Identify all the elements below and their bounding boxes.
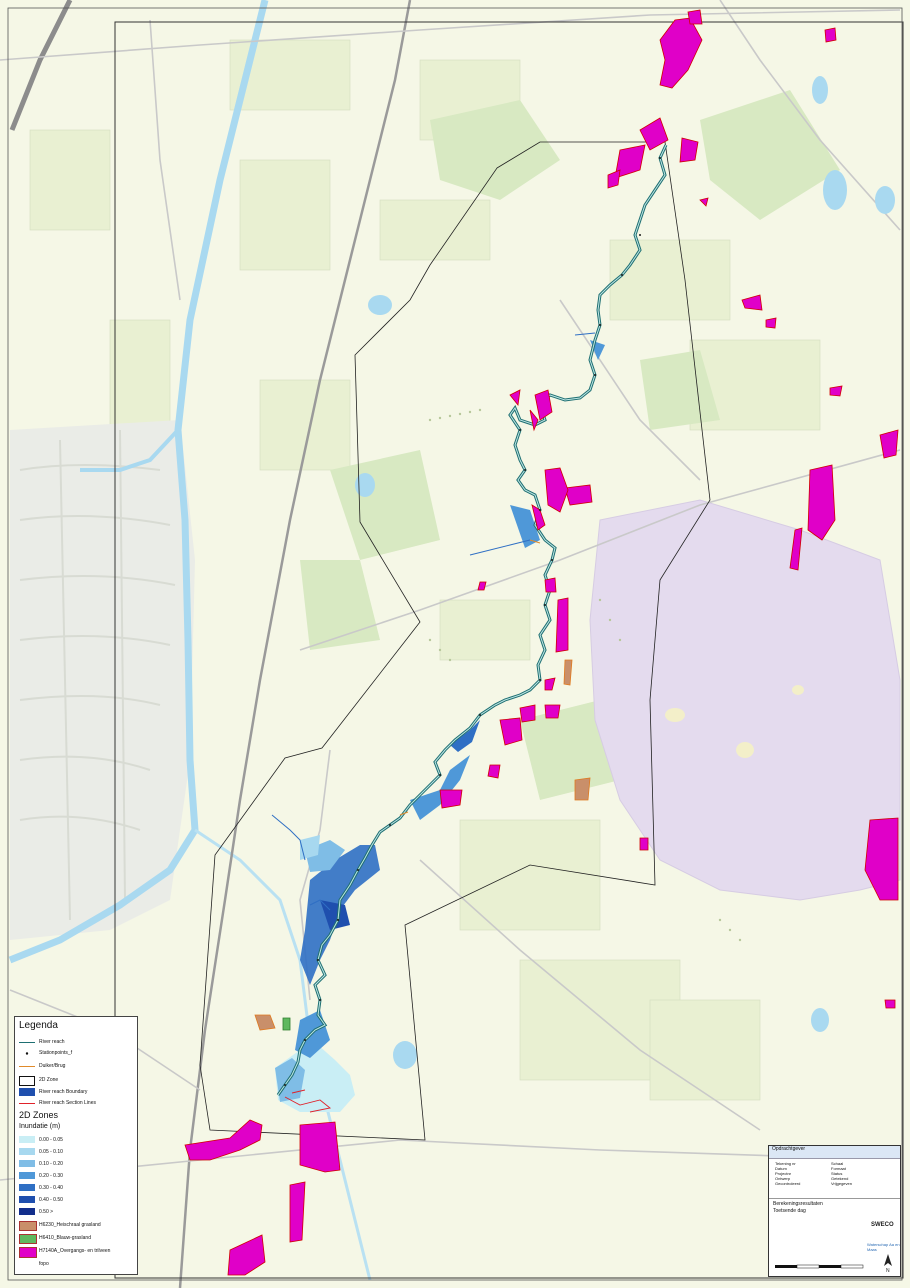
title-block-subtitle: Toetsende dag: [773, 1208, 806, 1214]
river-reach-swatch: [19, 1039, 35, 1046]
section-line-swatch: [19, 1100, 35, 1107]
habitat-label-h6230: H6230_Heischraal grasland: [39, 1222, 101, 1228]
class-label-0: 0.00 - 0.05: [39, 1137, 63, 1143]
class-label-6: 0.50 >: [39, 1209, 54, 1215]
2d-zone-swatch: [19, 1076, 35, 1086]
legend-last-label: fopo: [39, 1261, 49, 1267]
scale-bar: [775, 1264, 865, 1270]
habitat-label-h6410: H6410_Blauw-grasland: [39, 1235, 91, 1241]
culvert-swatch: [19, 1063, 35, 1070]
class-swatch-1: [19, 1148, 35, 1155]
company-logo: SWECO: [871, 1222, 894, 1228]
class-swatch-6: [19, 1208, 35, 1215]
legend-item-reach-boundary: River reach Boundary: [39, 1089, 88, 1095]
north-label: N: [886, 1268, 890, 1272]
habitat-swatch-h6410: [19, 1234, 37, 1244]
row-1-val: Formaat: [831, 1166, 846, 1171]
row-2-val: Status: [831, 1171, 843, 1176]
title-block-divider: [769, 1198, 900, 1199]
class-label-2: 0.10 - 0.20: [39, 1161, 63, 1167]
urban-area: [10, 420, 195, 940]
row-3-val: Getekend: [831, 1176, 849, 1181]
station-point-swatch: [19, 1050, 35, 1057]
class-label-5: 0.40 - 0.50: [39, 1197, 63, 1203]
legend-item-river-reach: River reach: [39, 1039, 65, 1045]
title-block-header: Opdrachtgever: [769, 1146, 900, 1159]
class-swatch-3: [19, 1172, 35, 1179]
row-0-key: Tekening nr: [775, 1161, 796, 1166]
class-label-4: 0.30 - 0.40: [39, 1185, 63, 1191]
legend-panel: [14, 1016, 138, 1275]
title-block-title: Berekeningsresultaten: [773, 1201, 823, 1207]
class-label-3: 0.20 - 0.30: [39, 1173, 63, 1179]
row-4-val: Vrijgegeven: [831, 1181, 852, 1186]
habitat-label-h7140a: H7140A_Overgangs- en trilveen: [39, 1248, 111, 1254]
legend-item-culvert: Duiker/Brug: [39, 1063, 66, 1069]
legend-title: Legenda: [19, 1020, 58, 1031]
title-block-row-4: [775, 1181, 895, 1186]
waterboard-logo: Waterschap Aa en Maas: [867, 1242, 900, 1252]
habitat-swatch-h7140a: [19, 1247, 37, 1258]
class-swatch-4: [19, 1184, 35, 1191]
row-1-key: Datum: [775, 1166, 787, 1171]
class-label-1: 0.05 - 0.10: [39, 1149, 63, 1155]
row-4-key: Gecontroleerd: [775, 1181, 801, 1186]
north-arrow-icon: [883, 1254, 893, 1272]
legend-zones-title: 2D Zones: [19, 1110, 59, 1120]
class-swatch-0: [19, 1136, 35, 1143]
row-0-val: Schaal: [831, 1161, 844, 1166]
class-swatch-2: [19, 1160, 35, 1167]
row-2-key: Projectnr: [775, 1171, 792, 1176]
reach-boundary-swatch: [19, 1088, 35, 1096]
habitat-swatch-h6230: [19, 1221, 37, 1231]
row-3-key: Ontwerp: [775, 1176, 791, 1181]
legend-item-stationpoints: Stationpoints_f: [39, 1050, 73, 1056]
habitat-h6410: [283, 1018, 290, 1030]
legend-item-2d-zone: 2D Zone: [39, 1077, 59, 1083]
legend-inundation-title: Inundatie (m): [19, 1123, 61, 1130]
class-swatch-5: [19, 1196, 35, 1203]
legend-item-section-lines: River reach Section Lines: [39, 1100, 96, 1106]
title-block: [768, 1145, 901, 1277]
